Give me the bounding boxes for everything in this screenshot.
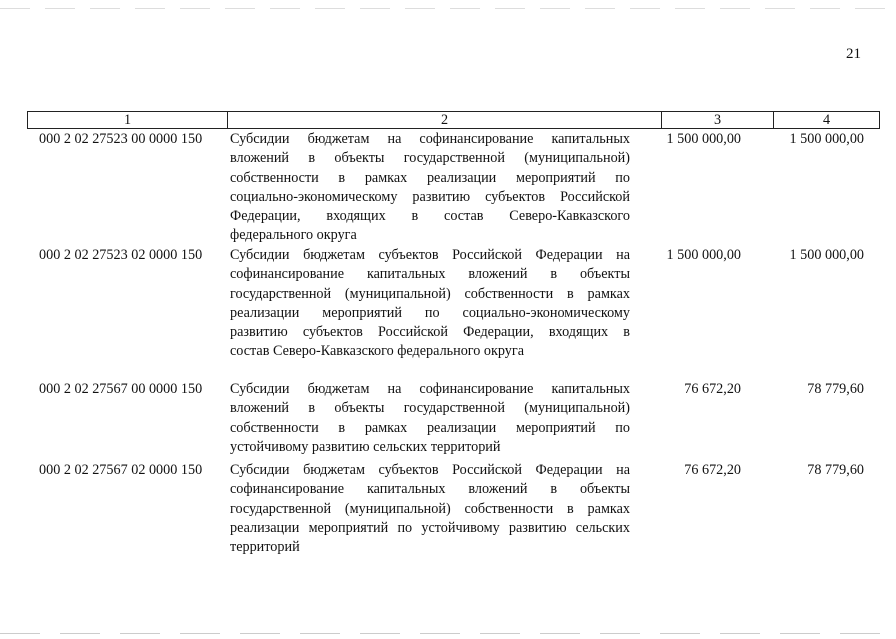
description-line: развитию субъектов Российской Федерации, входящих в (230, 324, 630, 341)
amount-col-3: 1 500 000,00 (666, 247, 741, 263)
page-number: 21 (846, 46, 861, 62)
description-line: Субсидии бюджетам субъектов Российской Федерации на (230, 247, 630, 263)
description-line: государственной (муниципальной) собственности в рамках (230, 500, 630, 517)
budget-code: 000 2 02 27523 00 0000 150 (39, 131, 203, 147)
amount-col-3: 1 500 000,00 (666, 131, 741, 147)
scan-edge-bottom (0, 633, 896, 634)
description-line: Субсидии бюджетам субъектов Российской Федерации на (230, 462, 630, 478)
scan-edge (0, 8, 896, 9)
description-line: софинансирование капитальных вложений в объекты (230, 266, 630, 283)
description-line: софинансирование капитальных вложений в объекты (230, 481, 630, 498)
description-line: Субсидии бюджетам на софинансирование капитальных (230, 131, 630, 147)
description-line: вложений в объекты государственной (муниципальной) (230, 400, 630, 417)
description-line: Федерации, входящих в состав Северо-Кавказского (230, 208, 630, 225)
budget-code: 000 2 02 27567 02 0000 150 (39, 462, 203, 478)
description-line: Субсидии бюджетам на софинансирование капитальных (230, 381, 630, 397)
description-line: собственности в рамках реализации мероприятий по (230, 169, 630, 186)
header-col-2: 2 (228, 112, 662, 128)
description-line: реализации мероприятий по устойчивому развитию сельских (230, 519, 630, 536)
header-col-3: 3 (662, 112, 774, 128)
description (230, 246, 630, 362)
description-line: вложений в объекты государственной (муниципальной) (230, 150, 630, 167)
budget-code: 000 2 02 27523 02 0000 150 (39, 247, 203, 263)
amount-col-3: 76 672,20 (684, 381, 741, 397)
description (230, 380, 630, 457)
table-header (27, 111, 880, 129)
amount-col-3: 76 672,20 (684, 462, 741, 478)
amount-col-4: 1 500 000,00 (789, 247, 864, 263)
description (230, 130, 630, 246)
description-line: федерального округа (230, 227, 357, 244)
amount-col-4: 78 779,60 (807, 462, 864, 478)
amount-col-4: 1 500 000,00 (789, 131, 864, 147)
description-line: территорий (230, 539, 300, 556)
budget-code: 000 2 02 27567 00 0000 150 (39, 381, 203, 397)
description-line: реализации мероприятий по социально-экономическому (230, 304, 630, 321)
amount-col-4: 78 779,60 (807, 381, 864, 397)
description-line: государственной (муниципальной) собственности в рамках (230, 285, 630, 302)
description-line: устойчивому развитию сельских территорий (230, 438, 501, 455)
header-col-1: 1 (28, 112, 228, 128)
description-line: состав Северо-Кавказского федерального округа (230, 343, 525, 360)
header-col-4: 4 (822, 112, 831, 128)
description-line: собственности в рамках реализации мероприятий по (230, 419, 630, 436)
description (230, 461, 630, 557)
description-line: социально-экономическому развитию субъектов Российской (230, 188, 630, 205)
